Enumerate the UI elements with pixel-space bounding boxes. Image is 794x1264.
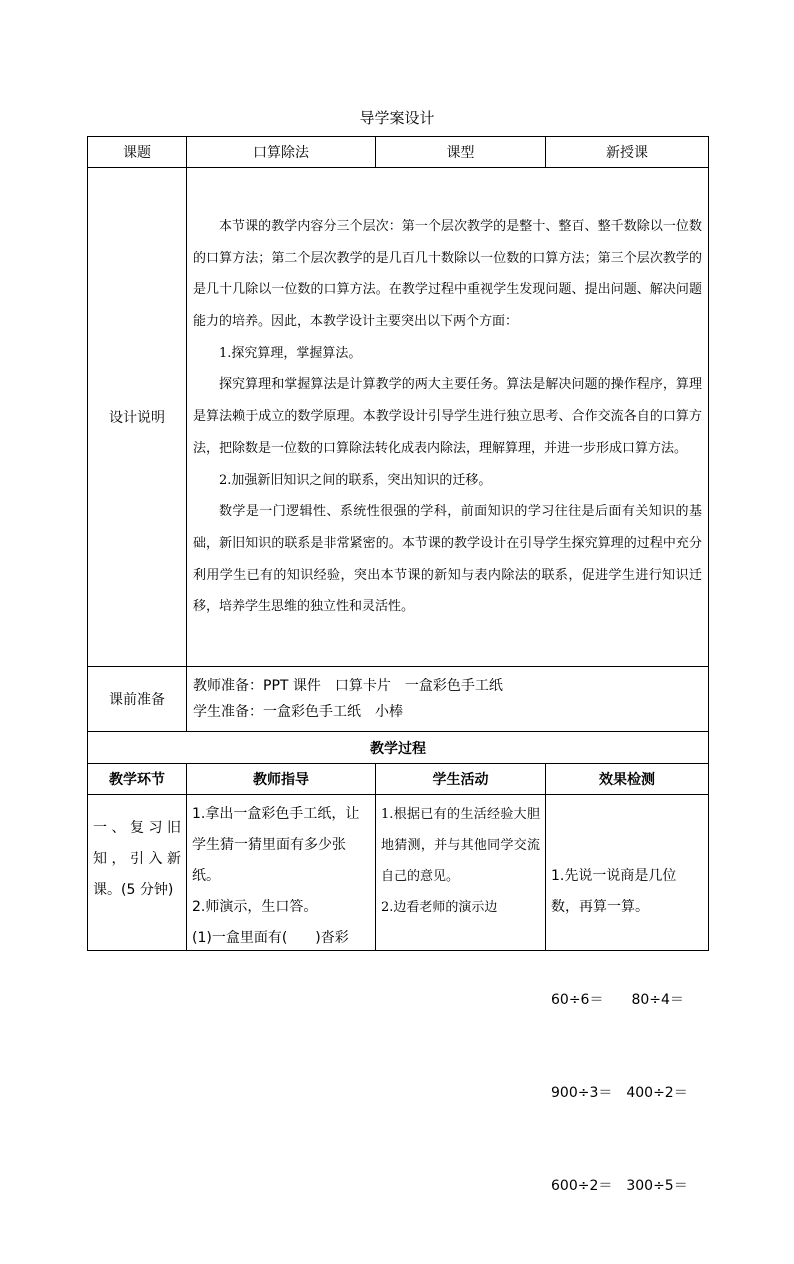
column-header: 教学环节 bbox=[88, 764, 187, 795]
process-row bbox=[88, 795, 709, 951]
topic-row bbox=[88, 137, 709, 168]
process-heading-row bbox=[88, 732, 709, 764]
type-label: 课型 bbox=[376, 137, 546, 168]
design-row bbox=[88, 168, 709, 667]
student-step: 1.根据已有的生活经验大胆地猜测，并与其他同学交流自己的意见。 bbox=[381, 807, 540, 884]
design-paragraph: 2.加强新旧知识之间的联系，突出知识的迁移。 bbox=[219, 472, 492, 488]
design-paragraph: 探究算理和掌握算法是计算教学的两大主要任务。算法是解决问题的操作程序，算理是算法赖于成立的数学原理。本教学设计引导学生进行独立思考、合作交流各自的口算方法，把除数是一位数的口算除法转化成表内除法，理解算理，并进一步形成口算方法。 bbox=[193, 377, 702, 456]
teacher-step: (1)一盒里面有( )沓彩 bbox=[192, 930, 349, 946]
effect-check-cell bbox=[546, 795, 709, 1194]
topic-label: 课题 bbox=[88, 137, 187, 168]
teacher-step: 1.拿出一盒彩色手工纸，让学生猜一猜里面有多少张纸。 bbox=[192, 806, 360, 884]
design-description bbox=[187, 168, 709, 667]
lesson-plan-table bbox=[87, 136, 709, 1194]
process-columns-row bbox=[88, 764, 709, 795]
process-heading: 教学过程 bbox=[88, 732, 709, 764]
design-paragraph: 1.探究算理，掌握算法。 bbox=[219, 345, 362, 361]
document-title: 导学案设计 bbox=[359, 109, 435, 127]
prep-content bbox=[187, 667, 709, 732]
effect-instruction: 1.先说一说商是几位数，再算一算。 bbox=[551, 868, 677, 915]
type-value: 新授课 bbox=[546, 137, 709, 168]
prep-label: 课前准备 bbox=[88, 667, 187, 732]
teacher-step: 2.师演示，生口答。 bbox=[192, 899, 318, 915]
prep-row bbox=[88, 667, 709, 732]
student-prep: 学生准备：一盒彩色手工纸 小棒 bbox=[193, 704, 403, 720]
design-label: 设计说明 bbox=[88, 168, 187, 667]
effect-exercise: 900÷3＝ 400÷2＝ bbox=[551, 1085, 688, 1101]
effect-exercise: 60÷6＝ 80÷4＝ bbox=[551, 992, 684, 1008]
teacher-guidance-cell bbox=[187, 795, 376, 951]
design-paragraph: 本节课的教学内容分三个层次：第一个层次教学的是整十、整百、整千数除以一位数的口算方法；第二个层次教学的是几百几十数除以一位数的口算方法；第三个层次教学的是几十几除以一位数的口算方法。在教学过程中重视学生发现问题、提出问题、解决问题能力的培养。因此，本教学设计主要突出以下两个方面： bbox=[193, 218, 702, 330]
student-activity-cell bbox=[376, 795, 546, 951]
teacher-prep: 教师准备：PPT 课件 口算卡片 一盒彩色手工纸 bbox=[193, 678, 503, 694]
topic-value: 口算除法 bbox=[187, 137, 376, 168]
column-header: 教师指导 bbox=[187, 764, 376, 795]
stage-cell: 一、复习旧知，引入新课。(5 分钟) bbox=[88, 795, 187, 951]
column-header: 效果检测 bbox=[546, 764, 709, 795]
column-header: 学生活动 bbox=[376, 764, 546, 795]
design-paragraph: 数学是一门逻辑性、系统性很强的学科，前面知识的学习往往是后面有关知识的基础，新旧知识的联系是非常紧密的。本节课的教学设计在引导学生探究算理的过程中充分利用学生已有的知识经验，突出本节课的新知与表内除法的联系，促进学生进行知识迁移，培养学生思维的独立性和灵活性。 bbox=[193, 504, 702, 615]
effect-exercise: 600÷2＝ 300÷5＝ bbox=[551, 1178, 688, 1194]
student-step: 2.边看老师的演示边 bbox=[381, 900, 498, 915]
